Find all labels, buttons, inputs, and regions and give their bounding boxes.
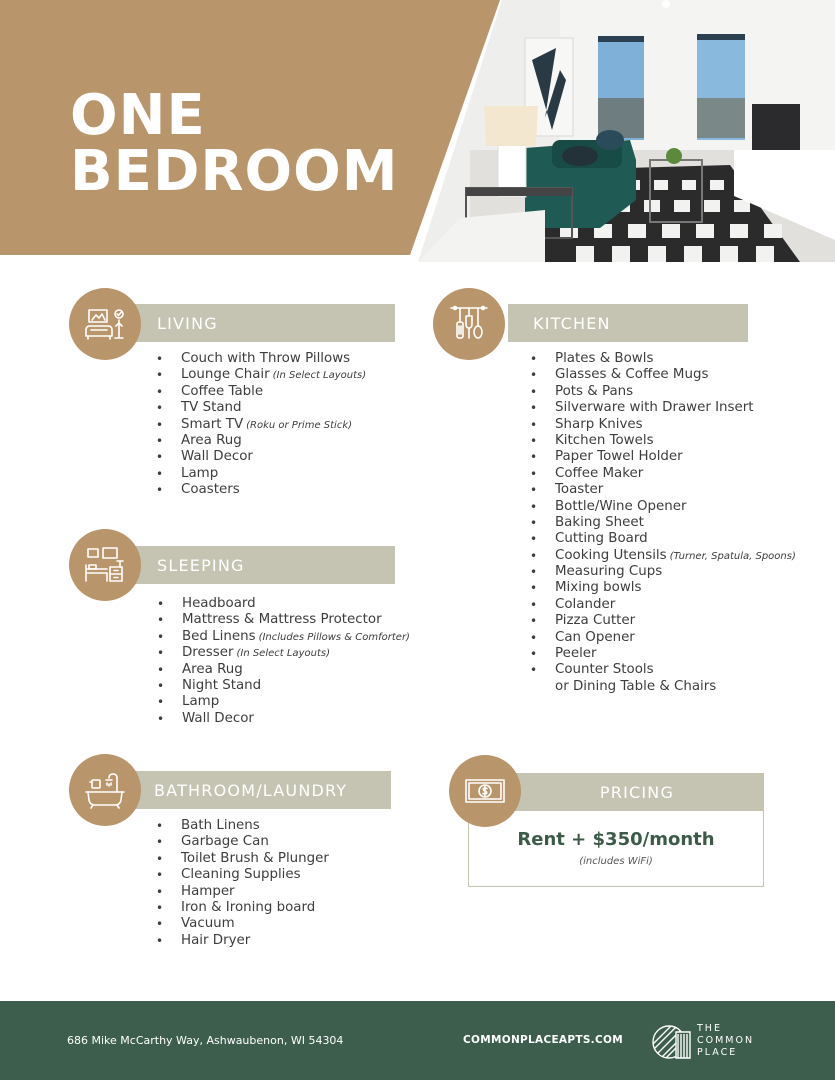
website-link[interactable]: COMMONPLACEAPTS.COM (463, 1034, 623, 1046)
page-title (70, 83, 399, 204)
list-item: • Area Rug (157, 662, 410, 678)
list-item: • Colander (530, 597, 796, 613)
list-item: • Toaster (530, 482, 796, 498)
list-item: • Sharp Knives (530, 417, 796, 433)
list-item: • Bottle/Wine Opener (530, 499, 796, 515)
item-note: (Turner, Spatula, Spoons) (669, 550, 796, 562)
list-item: • Lamp (157, 694, 410, 710)
list-item: • Mattress & Mattress Protector (157, 612, 410, 628)
money-icon (449, 755, 521, 827)
list-item: • Hair Dryer (156, 933, 329, 949)
living-item-list (156, 351, 366, 499)
living-room-icon (69, 288, 141, 360)
header (0, 0, 835, 262)
pricing-heading-bar (510, 773, 764, 811)
bathroom-heading-bar (135, 771, 391, 809)
list-item: • Lounge Chair (In Select Layouts) (156, 367, 366, 383)
rent-price: Rent + $350/month (517, 829, 715, 850)
list-item: • Can Opener (530, 630, 796, 646)
item-note: (In Select Layouts) (272, 370, 367, 382)
list-item: • Coasters (156, 482, 366, 498)
item-note: (Roku or Prime Stick) (246, 419, 353, 431)
rent-includes-note: (includes WiFi) (579, 856, 653, 867)
title-line-bedroom: BEDROOM (70, 139, 399, 204)
sleeping-heading-bar (135, 546, 395, 584)
list-item: • Kitchen Towels (530, 433, 796, 449)
footer-address: 686 Mike McCarthy Way, Ashwaubenon, WI 54304 (67, 1034, 344, 1047)
list-item: • Headboard (157, 596, 410, 612)
kitchen-utensils-icon (433, 288, 505, 360)
list-item: • Couch with Throw Pillows (156, 351, 366, 367)
list-item: • Night Stand (157, 678, 410, 694)
list-item: • Wall Decor (157, 711, 410, 727)
list-item: • Garbage Can (156, 834, 329, 850)
brand-line: COMMON (697, 1035, 755, 1046)
bedroom-icon (69, 529, 141, 601)
list-item: • Counter Stools (530, 662, 796, 678)
list-item: • Wall Decor (156, 449, 366, 465)
list-item: • Silverware with Drawer Insert (530, 400, 796, 416)
list-item: • Baking Sheet (530, 515, 796, 531)
list-item: • Smart TV (Roku or Prime Stick) (156, 417, 366, 433)
list-item: • Lamp (156, 466, 366, 482)
kitchen-heading: KITCHEN (533, 313, 611, 333)
list-item: • Pots & Pans (530, 384, 796, 400)
sleeping-item-list (157, 596, 410, 727)
item-note: (Includes Pillows & Comforter) (258, 631, 410, 643)
list-item: • Coffee Table (156, 384, 366, 400)
pricing-box (468, 808, 764, 887)
pricing-heading: PRICING (599, 782, 675, 802)
list-item: • Paper Towel Holder (530, 449, 796, 465)
list-item: • Cleaning Supplies (156, 867, 329, 883)
list-item: • Cooking Utensils (Turner, Spatula, Spoons) (530, 548, 796, 564)
list-item: • Pizza Cutter (530, 613, 796, 629)
bathtub-icon (69, 754, 141, 826)
list-item: • Cutting Board (530, 531, 796, 547)
list-item: • Coffee Maker (530, 466, 796, 482)
kitchen-item-list (530, 351, 796, 695)
bathroom-heading: BATHROOM/LAUNDRY (154, 780, 348, 800)
list-item: • Toilet Brush & Plunger (156, 851, 329, 867)
list-item: • Bath Linens (156, 818, 329, 834)
list-item: • Vacuum (156, 916, 329, 932)
sleeping-heading: SLEEPING (157, 555, 245, 575)
footer (0, 1001, 835, 1080)
item-note: (In Select Layouts) (236, 648, 330, 660)
list-item: • Hamper (156, 884, 329, 900)
list-item: • Bed Linens (Includes Pillows & Comforter) (157, 629, 410, 645)
kitchen-heading-bar (508, 304, 748, 342)
list-item: • TV Stand (156, 400, 366, 416)
list-item: • Mixing bowls (530, 580, 796, 596)
list-item: • Measuring Cups (530, 564, 796, 580)
brand-line: PLACE (697, 1047, 738, 1058)
bathroom-item-list (156, 818, 329, 949)
list-item: • Peeler (530, 646, 796, 662)
list-item: • Glasses & Coffee Mugs (530, 367, 796, 383)
brand-wordmark (697, 1023, 754, 1059)
common-place-logo-icon (652, 1022, 692, 1062)
title-line-one: ONE (70, 83, 206, 148)
list-item: • Dresser (In Select Layouts) (157, 645, 410, 661)
list-item: • Area Rug (156, 433, 366, 449)
list-item: • Plates & Bowls (530, 351, 796, 367)
list-item-continuation: or Dining Table & Chairs (555, 678, 717, 694)
list-item: • Iron & Ironing board (156, 900, 329, 916)
brand-line: THE (697, 1023, 722, 1034)
living-heading-bar (135, 304, 395, 342)
living-heading: LIVING (157, 313, 218, 333)
